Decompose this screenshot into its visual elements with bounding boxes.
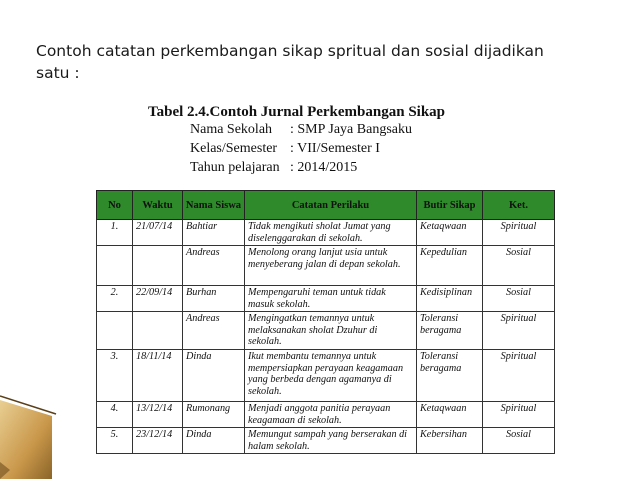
- cell-ket: Spiritual: [483, 402, 555, 428]
- meta-value: : VII/Semester I: [290, 141, 380, 156]
- cell-waktu: 21/07/14: [133, 220, 183, 246]
- cell-butir: Toleransi beragama: [417, 312, 483, 350]
- cell-nama: Bahtiar: [183, 220, 245, 246]
- school-info: [190, 120, 412, 177]
- cell-butir: Ketaqwaan: [417, 402, 483, 428]
- meta-value: : 2014/2015: [290, 160, 358, 175]
- table-row: [97, 220, 555, 246]
- cell-ket: Sosial: [483, 428, 555, 454]
- cell-no: 2.: [97, 286, 133, 312]
- meta-row: [190, 158, 412, 177]
- cell-waktu: [133, 246, 183, 286]
- column-header-ket: Ket.: [483, 191, 555, 220]
- column-header-nama: Nama Siswa: [183, 191, 245, 220]
- cell-ket: Sosial: [483, 286, 555, 312]
- table-row: [97, 286, 555, 312]
- column-header-butir: Butir Sikap: [417, 191, 483, 220]
- table-row: [97, 246, 555, 286]
- column-header-catatan: Catatan Perilaku: [245, 191, 417, 220]
- cell-nama: Burhan: [183, 286, 245, 312]
- column-header-waktu: Waktu: [133, 191, 183, 220]
- cell-butir: Kedisiplinan: [417, 286, 483, 312]
- meta-row: [190, 139, 412, 158]
- cell-no: [97, 312, 133, 350]
- cell-nama: Andreas: [183, 312, 245, 350]
- cell-catatan: Menolong orang lanjut usia untuk menyeberang jalan di depan sekolah.: [245, 246, 417, 286]
- cell-no: [97, 246, 133, 286]
- cell-ket: Spiritual: [483, 350, 555, 402]
- cell-no: 1.: [97, 220, 133, 246]
- column-header-no: No: [97, 191, 133, 220]
- cell-ket: Spiritual: [483, 312, 555, 350]
- cell-nama: Andreas: [183, 246, 245, 286]
- table-row: [97, 428, 555, 454]
- cell-butir: Kebersihan: [417, 428, 483, 454]
- cell-catatan: Mempengaruhi teman untuk tidak masuk sekolah.: [245, 286, 417, 312]
- cell-nama: Dinda: [183, 350, 245, 402]
- table-header-row: [97, 191, 555, 220]
- cell-no: 3.: [97, 350, 133, 402]
- cell-butir: Kepedulian: [417, 246, 483, 286]
- table-row: [97, 402, 555, 428]
- cell-catatan: Mengingatkan temannya untuk melaksanakan sholat Dzuhur di sekolah.: [245, 312, 417, 350]
- slide-heading: Contoh catatan perkembangan sikap spritual dan sosial dijadikan satu :: [36, 42, 544, 82]
- meta-value: : SMP Jaya Bangsaku: [290, 122, 412, 137]
- meta-label: Kelas/Semester: [190, 141, 278, 156]
- cell-waktu: [133, 312, 183, 350]
- cell-waktu: 13/12/14: [133, 402, 183, 428]
- cell-ket: Sosial: [483, 246, 555, 286]
- cell-no: 5.: [97, 428, 133, 454]
- meta-label: Tahun pelajaran: [190, 160, 280, 175]
- attitude-journal-table: [96, 190, 555, 454]
- cell-no: 4.: [97, 402, 133, 428]
- cell-waktu: 18/11/14: [133, 350, 183, 402]
- cell-waktu: 23/12/14: [133, 428, 183, 454]
- cell-waktu: 22/09/14: [133, 286, 183, 312]
- cell-nama: Dinda: [183, 428, 245, 454]
- meta-row: [190, 120, 412, 139]
- table-title: Tabel 2.4.Contoh Jurnal Perkembangan Sikap: [148, 104, 446, 120]
- table-row: [97, 350, 555, 402]
- table-row: [97, 312, 555, 350]
- cell-ket: Spiritual: [483, 220, 555, 246]
- cell-butir: Toleransi beragama: [417, 350, 483, 402]
- cell-catatan: Ikut membantu temannya untuk mempersiapkan perayaan keagamaan yang berbeda dengan agamanya di sekolah.: [245, 350, 417, 402]
- cell-catatan: Tidak mengikuti sholat Jumat yang diselenggarakan di sekolah.: [245, 220, 417, 246]
- cell-catatan: Menjadi anggota panitia perayaan keagamaan di sekolah.: [245, 402, 417, 428]
- meta-label: Nama Sekolah: [190, 122, 273, 137]
- cell-butir: Ketaqwaan: [417, 220, 483, 246]
- cell-nama: Rumonang: [183, 402, 245, 428]
- cell-catatan: Memungut sampah yang berserakan di halam sekolah.: [245, 428, 417, 454]
